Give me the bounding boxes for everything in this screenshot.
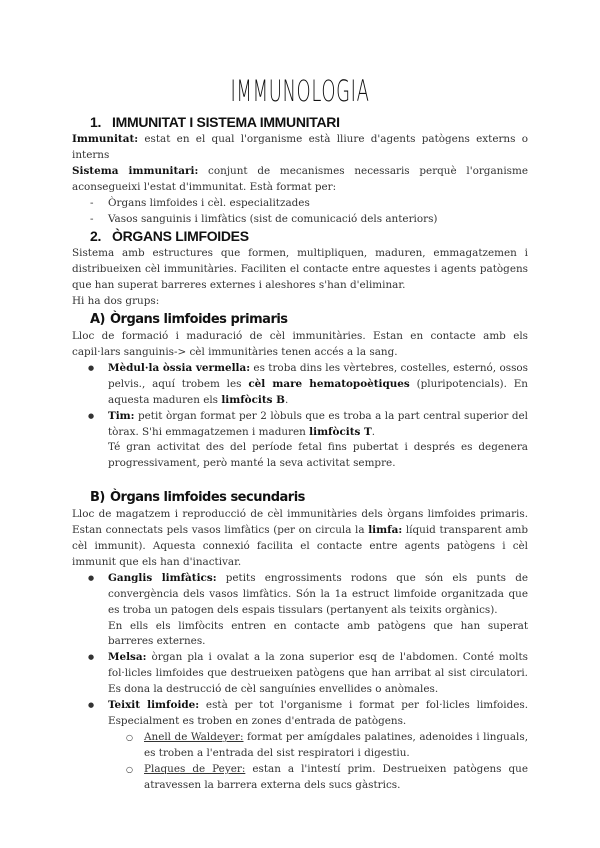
medulla-bold-2: limfòcits B <box>221 393 285 406</box>
sistema-text: conjunt de mecanismes necessaris perquè l'organisme aconsegueixi l'estat d'immunitat. Està format per: <box>72 164 529 193</box>
list-item-tim <box>72 409 528 473</box>
ganglis-extra: En ells els limfòcits entren en contacte amb patògens que han superat barreres externes. <box>108 619 528 648</box>
peyer-term: Plaques de Peyer: <box>144 762 246 775</box>
sublist-item-peyer <box>108 762 528 794</box>
waldeyer-text: format per amígdales palatines, adenoides i linguals, es troben a l'entrada del sist respiratori i digestiu. <box>144 730 528 759</box>
secundaris-list <box>72 571 528 794</box>
peyer-text: estan a l'intestí prim. Destrueixen patògens que atravessen la barrera externa dels sucs gàstrics. <box>144 762 528 791</box>
spacer <box>72 472 528 488</box>
immunitat-definition <box>72 132 528 164</box>
secundaris-intro-1: Lloc de magatzem i reproducció de cèl immunitàries dels òrgans limfoides primaris. Estan connectats pels vasos limfàtics (per on circula la <box>72 508 528 537</box>
medulla-bold-1: cèl mare hematopoètiques <box>248 377 410 390</box>
sistema-term: Sistema immunitari: <box>72 164 199 177</box>
sistema-immunitari-definition <box>72 164 528 196</box>
medulla-text-3: . <box>284 393 289 406</box>
list-item-teixit <box>72 698 528 793</box>
secundaris-heading <box>72 488 528 507</box>
section-2-number: 2. <box>90 228 102 245</box>
list-item-ganglis <box>72 571 528 651</box>
melsa-term: Melsa: <box>108 651 147 664</box>
medulla-term: Mèdul·la òssia vermella: <box>108 361 251 374</box>
document-body <box>72 113 528 794</box>
secundaris-intro-2: líquid transparent amb cèl immunit). Aquesta connexió facilita el contacte entre agents patògens i cèl immunit que els han d'inactivar. <box>72 524 528 568</box>
secundaris-title: Òrgans limfoides secundaris <box>110 490 305 506</box>
sistema-components-list <box>72 196 528 228</box>
groups-text: Hi ha dos grups: <box>72 295 160 308</box>
section-2-heading <box>72 227 528 246</box>
limfa-term: limfa: <box>368 524 403 537</box>
teixit-text: està per tot l'organisme i format per fol·licles limfoides. Especialment es troben en zones d'entrada de patògens. <box>108 699 528 727</box>
ganglis-text: petits engrossiments rodons que són els punts de convergència dels vasos limfàtics. Són la 1a estruct limfoide organitzada que es troba un patogen dels espais tissulars (pertanyent als teixits orgànics). <box>108 571 528 616</box>
tim-extra: Té gran activitat des del període fetal fins pubertat i després es degenera progressivament, però manté la seva activitat sempre. <box>108 441 528 470</box>
primaris-intro: Lloc de formació i maduració de cèl immunitàries. Estan en contacte amb els capil·lars sanguinis-> cèl immunitàries tenen accés a la sang. <box>72 330 528 358</box>
list-item-medulla <box>72 361 528 409</box>
teixit-term: Teixit limfoide: <box>108 699 200 712</box>
primaris-heading <box>72 310 528 329</box>
primaris-letter: A) <box>90 312 106 328</box>
secundaris-letter: B) <box>90 490 105 506</box>
section-2-title: ÒRGANS LIMFOIDES <box>112 228 249 245</box>
tim-text: petit òrgan format per 2 lòbuls que es troba a la part central superior del tòrax. S'hi emmagatzemen i maduren <box>108 409 528 438</box>
medulla-text-2: (pluripotencials). En aquesta maduren els <box>108 377 528 406</box>
medulla-text: es troba dins les vèrtebres, costelles, esternó, ossos pelvis., aquí trobem les <box>108 361 528 390</box>
primaris-title: Òrgans limfoides primaris <box>110 312 288 328</box>
primaris-list <box>72 361 528 472</box>
melsa-text: òrgan pla i ovalat a la zona superior esq de l'abdomen. Conté molts fol·licles limfoides que destrueixen patògens que han arribat al sist circulatori. Es dona la destrucció de cèl sanguínies envellides o anòmales. <box>108 651 528 696</box>
section-1-heading <box>72 113 528 132</box>
waldeyer-term: Anell de Waldeyer: <box>144 730 244 743</box>
tim-term: Tim: <box>108 409 135 422</box>
section-2-intro: Sistema amb estructures que formen, multipliquen, maduren, emmagatzemen i distribueixen cèl immunitàries. Faciliten el contacte entre aquestes i agents patògens que han superat barreres externes i aleshores s'han d'eliminar. <box>72 247 528 292</box>
list-item: - Vasos sanguinis i limfàtics (sist de comunicació dels anteriors) <box>72 212 528 228</box>
section-1-title: IMMUNITAT I SISTEMA IMMUNITARI <box>112 114 340 130</box>
sublist-item-waldeyer <box>108 730 528 762</box>
tim-text-2: . <box>371 425 376 438</box>
list-item: - Òrgans limfoides i cèl. especialitzades <box>72 196 528 212</box>
immunitat-term: Immunitat: <box>72 133 139 145</box>
tim-bold: limfòcits T <box>309 425 372 438</box>
list-item-melsa <box>72 650 528 698</box>
immunitat-text: estat en el qual l'organisme està lliure d'agents patògens externs o interns <box>72 133 528 161</box>
ganglis-term: Ganglis limfàtics: <box>108 571 217 584</box>
section-1-number: 1. <box>90 114 102 130</box>
secundaris-intro <box>72 507 528 571</box>
document-title: IMMUNOLOGIA <box>230 74 370 108</box>
teixit-sublist <box>108 730 528 794</box>
